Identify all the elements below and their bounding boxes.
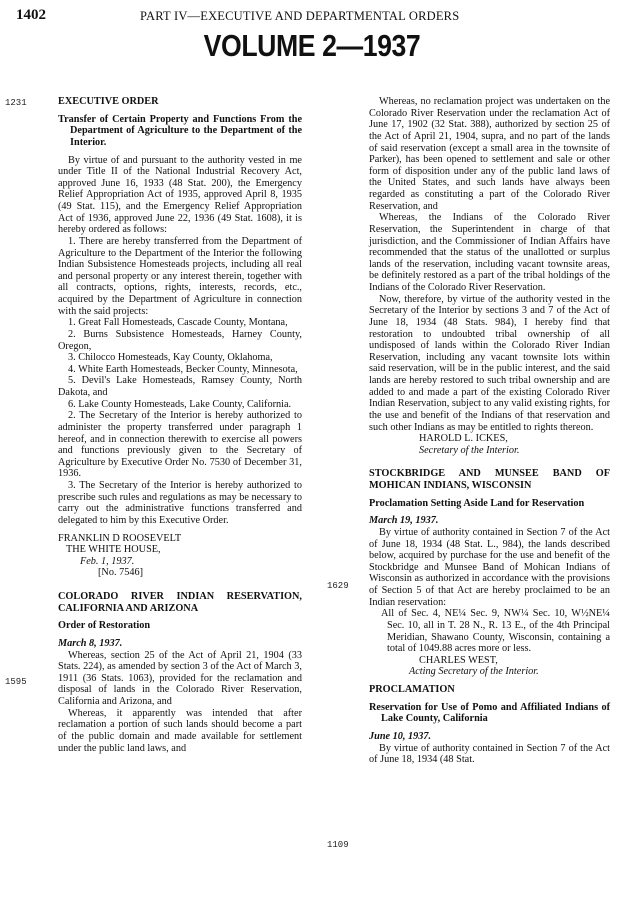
stockbridge-title: STOCKBRIDGE AND MUNSEE BAND OF MOHICAN INDIANS, WISCONSIN: [369, 468, 610, 491]
page-number: 1402: [16, 7, 46, 23]
list-item: 1. Great Fall Homesteads, Cascade County, Montana,: [68, 317, 288, 329]
proclamation-title: PROCLAMATION: [369, 684, 455, 695]
paragraph: 2. The Secretary of the Interior is hereby authorized to administer the property transferred under paragraph 1 hereof, and in connection therewith to exercise all powers and functions previously given to the Secretary of Agriculture by Executive Order No. 7530 of December 31, 1936.: [58, 410, 302, 480]
executive-order-subheading: Transfer of Certain Property and Functions From the Department of Agriculture to the Department of the Interior.: [58, 113, 302, 148]
paragraph: By virtue of and pursuant to the authority vested in me under Title II of the National Industrial Recovery Act, approved June 16, 1933 (48 Stat. 200), the Emergency Relief Appropriation Act of 1935, approved April 8, 1935 (49 Stat. 115), and the Emergency Relief Appropriation Act of 1936, approved June 22, 1936 (49 Stat. 1608), it is hereby ordered as follows:: [58, 154, 302, 236]
margin-number: 1595: [5, 677, 27, 687]
proclamation-date: June 10, 1937.: [369, 730, 432, 742]
running-head: PART IV—EXECUTIVE AND DEPARTMENTAL ORDERS: [140, 9, 460, 23]
margin-number: 1109: [327, 840, 349, 850]
list-item: 3. Chilocco Homesteads, Kay County, Oklahoma,: [68, 352, 273, 364]
list-item: 6. Lake County Homesteads, Lake County, California.: [68, 398, 292, 410]
signature: FRANKLIN D ROOSEVELT: [58, 532, 182, 544]
paragraph: Whereas, the Indians of the Colorado River Reservation, the Superintendent in charge of that jurisdiction, and the Commissioner of Indian Affairs have recommended that the status of the unallotted or surplus lands of the reservation, including vacant townsite areas, be definitely restored as a part of the tribal holdings of the Indians of the Colorado River Reservation.: [369, 212, 610, 293]
white-house-line: THE WHITE HOUSE,: [66, 544, 161, 556]
stockbridge-date: March 19, 1937.: [369, 515, 439, 527]
executive-order-heading: EXECUTIVE ORDER: [58, 96, 159, 107]
colorado-subtitle: Order of Restoration: [58, 620, 151, 632]
paragraph: Now, therefore, by virtue of the authority vested in the Secretary of the Interior by sections 3 and 7 of the Act of June 18, 1934 (48 Stats. 984), I hereby find that restoration to undoubted tribal ownership of all undisposed of lands within the Colorado River Indian Reservation, including any vacant townsite lots within said reservation, will be in the public interest, and the said lands are hereby restored to such tribal ownership and are added to and made a part of the existing Colorado River Indian Reservation, subject to any valid existing rights, for the use and benefit of the Indians of that reservation and such other Indians as may be entitled to rights thereon.: [369, 293, 610, 433]
signature: CHARLES WEST,: [419, 654, 498, 666]
white-house-date: Feb. 1, 1937.: [80, 555, 135, 567]
stockbridge-subtitle: Proclamation Setting Aside Land for Reservation: [369, 497, 585, 509]
paragraph: 1. There are hereby transferred from the Department of Agriculture to the Department of the Interior the following Indian Subsistence Homesteads projects, including all real and personal property or any interest therein, together with all contracts, options, rights, interests, records, etc., acquired by the Department of Agriculture in connection with the said projects:: [58, 235, 302, 317]
list-item: 2. Burns Subsistence Homesteads, Harney County, Oregon,: [58, 328, 302, 352]
paragraph: By virtue of authority contained in Section 7 of the Act of June 18, 1934 (48 Stat. L., 984), the lands described below, acquired by purchase for the use and benefit of the Stockbridge and Munsee Band of Mohican Indians of Wisconsin as authorized in accordance with the provisions of Section 5 of that Act are hereby proclaimed to be an Indian reservation:: [369, 526, 610, 608]
land-description: All of Sec. 4, NE¼ Sec. 9, NW¼ Sec. 10, W½NE¼ Sec. 10, all in T. 28 N., R. 13 E., of the 4th Principal Meridian, Shawano County, Wisconsin, containing a total of 1049.88 acres more or less.: [381, 608, 610, 655]
signature-title: Acting Secretary of the Interior.: [409, 666, 539, 678]
margin-number: 1629: [327, 581, 349, 591]
paragraph: 3. The Secretary of the Interior is hereby authorized to prescribe such rules and regulations as may be necessary to carry out the administrative functions transferred and delegated to him by this Executive Order.: [58, 480, 302, 526]
colorado-title: COLORADO RIVER INDIAN RESERVATION, CALIFORNIA AND ARIZONA: [58, 591, 302, 614]
list-item: 5. Devil's Lake Homesteads, Ramsey County, North Dakota, and: [58, 375, 302, 398]
list-item: 4. White Earth Homesteads, Becker County, Minnesota,: [68, 363, 298, 375]
paragraph: Whereas, section 25 of the Act of April 21, 1904 (33 Stats. 224), as amended by section 3 of the Act of March 3, 1911 (36 Stats. 1063), provided for the reclamation and disposal of lands in the Colorado River Reservation, California and Arizona, and: [58, 649, 302, 707]
paragraph: By virtue of authority contained in Section 7 of the Act of June 18, 1934 (48 Stat.: [369, 742, 610, 766]
volume-title: VOLUME 2—1937: [203, 28, 421, 63]
paragraph: Whereas, no reclamation project was undertaken on the Colorado River Reservation under the reclamation Act of June 17, 1902 (32 Stat. 388), authorized by section 25 of the Act of April 21, 1904, supra, and no part of the lands of said reservation (except a small area in the townsite of Parker), has been opened to settlement and sale or other form of disposition under any of the public land laws of the United States, and such lands have always been regarded as constituting a part of the Colorado River Reservation, and: [369, 96, 610, 212]
signature: HAROLD L. ICKES,: [419, 433, 508, 445]
paragraph: Whereas, it apparently was intended that after reclamation a portion of such lands should become a part of the public domain and made available for settlement under the public land laws, and: [58, 707, 302, 754]
proclamation-subtitle: Reservation for Use of Pomo and Affiliated Indians of Lake County, California: [369, 701, 610, 725]
right-column: [369, 96, 610, 766]
order-number: [No. 7546]: [98, 567, 143, 579]
signature-title: Secretary of the Interior.: [419, 444, 520, 456]
margin-number: 1231: [5, 98, 27, 108]
left-column: [58, 96, 302, 754]
colorado-date: March 8, 1937.: [58, 637, 123, 649]
